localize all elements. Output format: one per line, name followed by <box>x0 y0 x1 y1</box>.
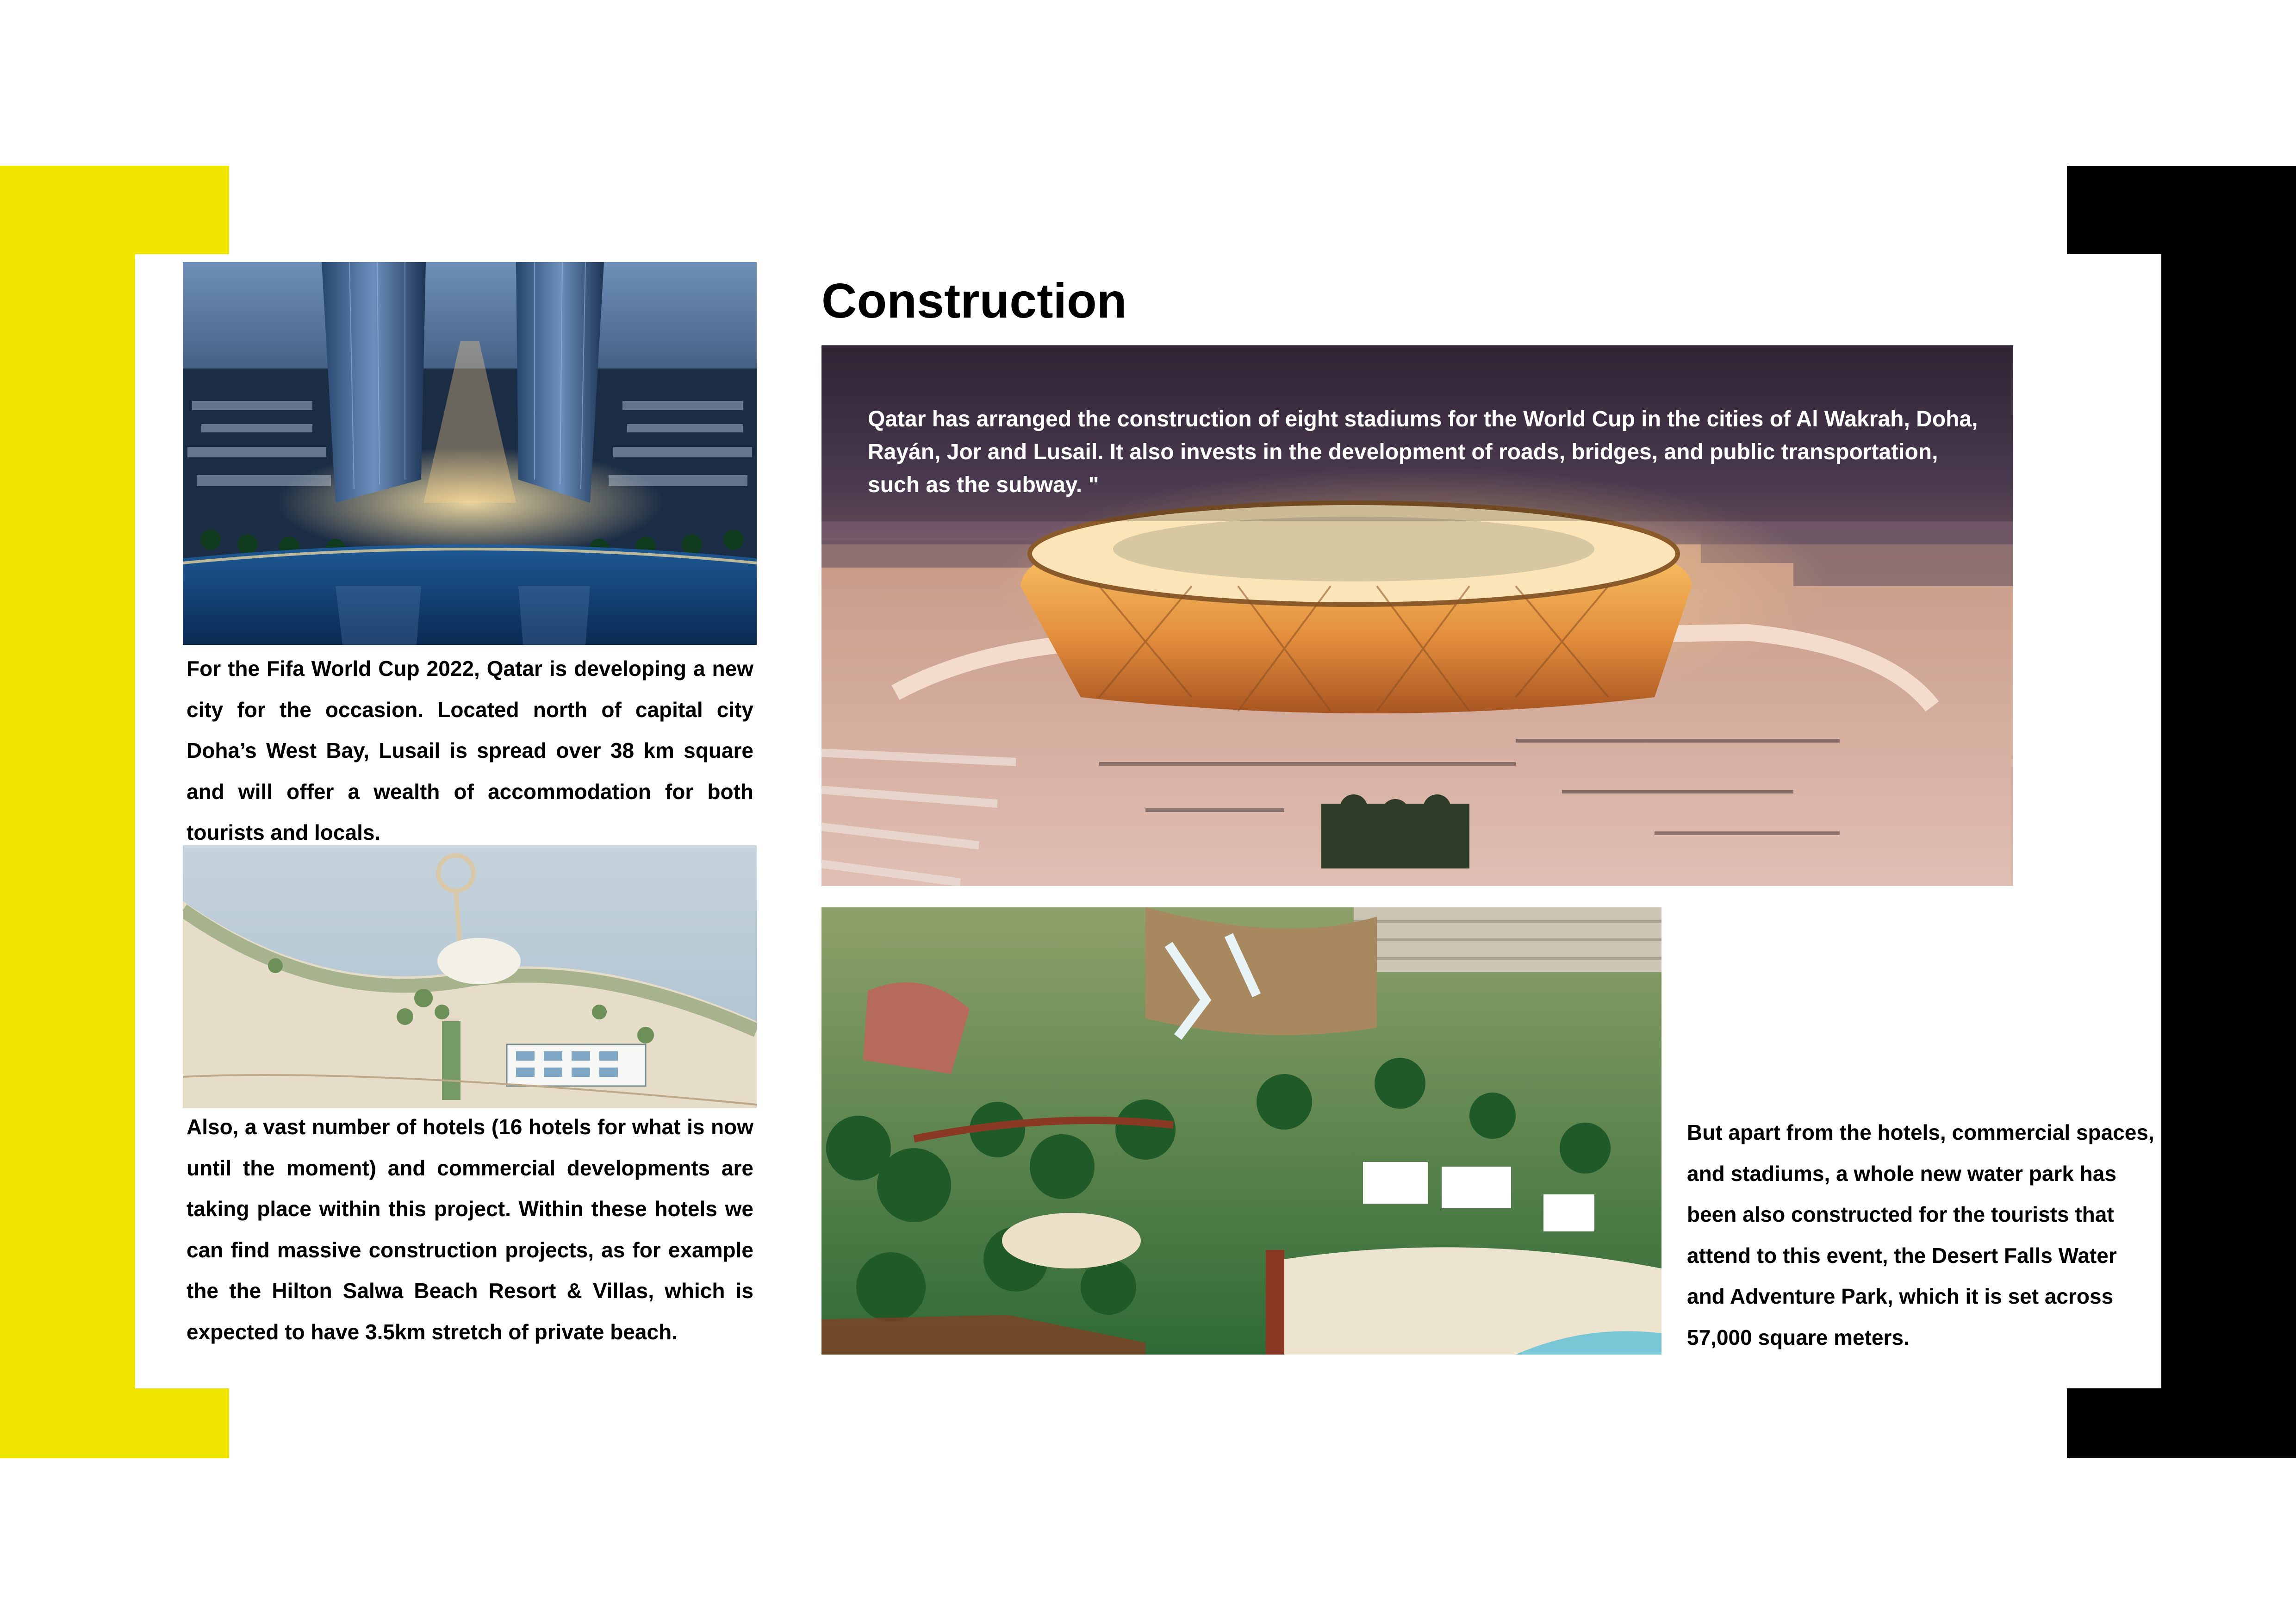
hilton-salwa-masterplan-image <box>183 845 757 1108</box>
desert-falls-waterpark-image <box>821 907 1661 1355</box>
lusail-towers-image <box>183 262 757 645</box>
hotels-paragraph: Also, a vast number of hotels (16 hotels for what is now until the moment) and commercial developments are taking place within this project. Within these hotels we can find massive construction projects, as for example the the Hilton Salwa Beach Resort & Villas, which is expected to have 3.5km stretch of private beach. <box>187 1115 753 1344</box>
stadium-caption: Qatar has arranged the construction of eight stadiums for the World Cup in the cities of Al Wakrah, Doha, Rayán, Jor and Lusail. It also invests in the development of roads, bridges, and public transportation, such as the subway. " <box>868 407 1978 497</box>
waterpark-paragraph: But apart from the hotels, commercial spaces, and stadiums, a whole new water park has been also constructed for the tourists that attend to this event, the Desert Falls Water and Adventure Park, which it is set across 57,000 square meters. <box>1687 1120 2154 1349</box>
page-title: Construction <box>821 274 1127 328</box>
lusail-paragraph: For the Fifa World Cup 2022, Qatar is developing a new city for the occasion. Located north of capital city Doha’s West Bay, Lusail is spread over 38 km square and will offer a wealth of accommodation for both tourists and locals. <box>187 656 753 844</box>
